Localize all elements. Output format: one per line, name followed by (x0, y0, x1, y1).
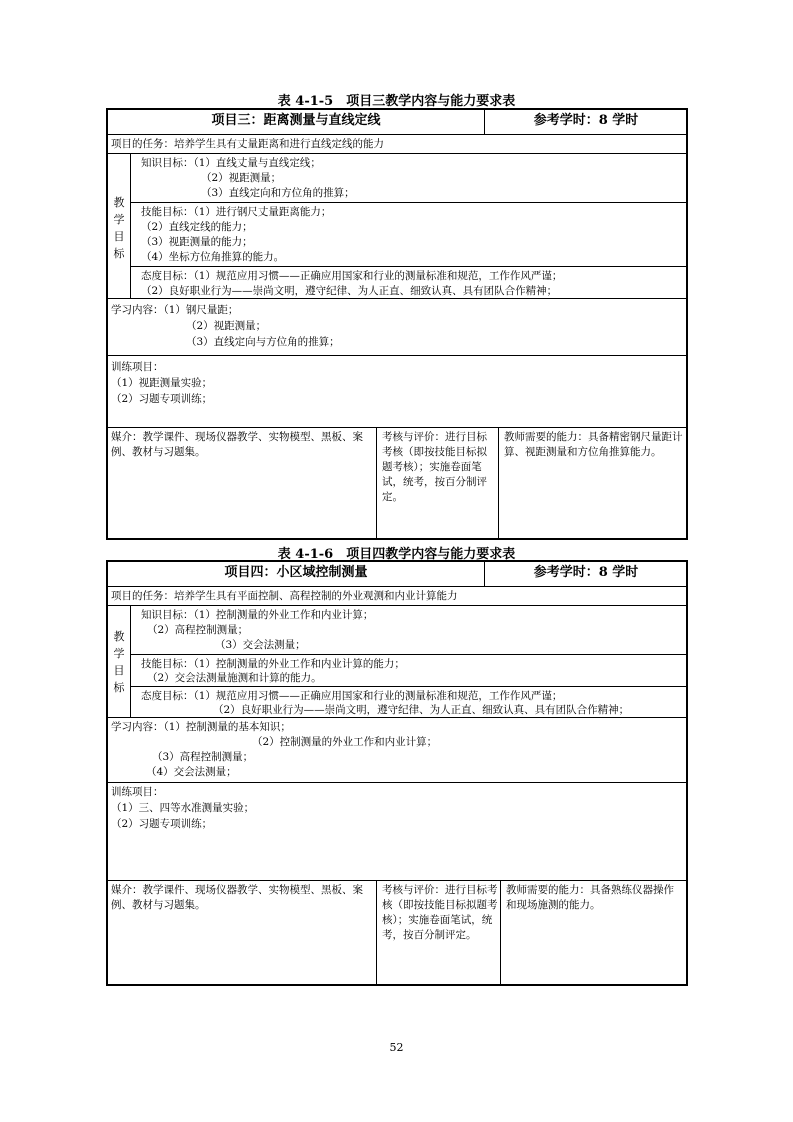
table2-content-1: 学习内容：（1）控制测量的基本知识； (111, 721, 291, 733)
table2-attitude-2: （2）良好职业行为——崇尚文明，遵守纪律、为人正直、细致认真、具有团队合作精神； (213, 704, 630, 716)
table1-media: 媒介：教学课件、现场仪器教学、实物模型、黑板、案例、教材与习题集。 (111, 431, 363, 458)
table1-resources-row (108, 427, 686, 538)
table2-caption: 表 4-1-6 项目四教学内容与能力要求表 (277, 547, 516, 562)
table2-resources-row (108, 880, 686, 984)
table1-skill-4: （4）坐标方位角推算的能力。 (141, 251, 285, 263)
table1-header-row (108, 110, 686, 134)
table1-skill-block (131, 202, 686, 266)
table1-goals-row (108, 153, 686, 298)
table2-content-row (108, 717, 686, 782)
table1-goal-label: 教 学 目 标 (113, 196, 125, 260)
table2-skill-block (131, 654, 686, 686)
table1-training-title: 训练项目： (111, 361, 164, 373)
table1-content-row (108, 298, 686, 355)
table2-attitude-1: 态度目标：（1）规范应用习惯——正确应用国家和行业的测量标准和规范，工作作风严谨； (141, 690, 563, 702)
table2-goals-row (108, 605, 686, 717)
table2-assessment: 考核与评价：进行目标考核（即按技能目标拟题考核）；实施卷面笔试，统考，按百分制评定。 (382, 884, 498, 941)
table2-goal-label: 教 学 目 标 (113, 630, 125, 694)
table2-skill-2: （2）交会法测量施测和计算的能力。 (147, 672, 322, 684)
table2-media: 媒介：教学课件、现场仪器教学、实物模型、黑板、案例、教材与习题集。 (111, 884, 363, 911)
table2 (106, 560, 688, 986)
table1-task-row (108, 134, 686, 153)
table2-project-title: 项目四：小区域控制测量 (224, 565, 368, 580)
table2-knowledge-3: （3）交会法测量； (215, 639, 306, 651)
table1-knowledge-1: 知识目标：（1）直线丈量与直线定线； (141, 157, 321, 169)
table2-header-row (108, 562, 686, 586)
table2-content-3: （3）高程控制测量； (152, 751, 254, 763)
table1 (106, 108, 688, 540)
table1-teacher-ability: 教师需要的能力：具备精密钢尺量距计算、视距测量和方位角推算能力。 (504, 431, 683, 458)
table1-training-2: （2）习题专项训练； (111, 393, 213, 405)
table1-content-1: 学习内容：（1）钢尺量距； (111, 304, 239, 316)
table2-content-2: （2）控制测量的外业工作和内业计算； (252, 736, 438, 748)
table1-knowledge-block (131, 154, 686, 202)
table2-teacher-ability: 教师需要的能力：具备熟练仪器操作和现场施测的能力。 (506, 884, 674, 911)
table1-task: 项目的任务：培养学生具有丈量距离和进行直线定线的能力 (111, 138, 384, 150)
table2-attitude-block (131, 686, 686, 718)
table1-attitude-2: （2）良好职业行为——崇尚文明，遵守纪律、为人正直、细致认真、具有团队合作精神； (141, 285, 558, 297)
table1-assessment: 考核与评价：进行目标考核（即按技能目标拟题考核）；实施卷面笔试，统考，按百分制评定。 (382, 431, 487, 503)
table1-knowledge-3: （3）直线定向和方位角的推算； (201, 187, 355, 199)
table1-hours: 参考学时：8 学时 (533, 113, 639, 128)
table1-attitude-1: 态度目标：（1）规范应用习惯——正确应用国家和行业的测量标准和规范，工作作风严谨； (141, 270, 563, 282)
table2-knowledge-2: （2）高程控制测量； (147, 624, 249, 636)
table2-skill-1: 技能目标：（1）控制测量的外业工作和内业计算的能力； (141, 658, 405, 670)
table2-task: 项目的任务：培养学生具有平面控制、高程控制的外业观测和内业计算能力 (111, 590, 458, 602)
table1-training-1: （1）视距测量实验； (111, 377, 213, 389)
table2-content-4: （4）交会法测量； (146, 766, 237, 778)
table1-content-3: （3）直线定向与方位角的推算； (186, 336, 340, 348)
table2-knowledge-block (131, 606, 686, 654)
table2-task-row (108, 586, 686, 605)
table1-skill-1: 技能目标：（1）进行钢尺丈量距离能力； (141, 206, 332, 218)
table1-attitude-block (131, 266, 686, 299)
table1-project-title: 项目三：距离测量与直线定线 (211, 113, 381, 128)
table2-training-row (108, 782, 686, 880)
table2-training-1: （1）三、四等水准测量实验； (111, 802, 255, 814)
table1-knowledge-2: （2）视距测量； (201, 172, 282, 184)
table1-training-row (108, 355, 686, 427)
table2-knowledge-1: 知识目标：（1）控制测量的外业工作和内业计算； (141, 609, 374, 621)
table2-training-2: （2）习题专项训练； (111, 818, 213, 830)
page-number: 52 (389, 1041, 404, 1054)
table1-caption: 表 4-1-5 项目三教学内容与能力要求表 (277, 94, 516, 109)
table1-content-2: （2）视距测量； (186, 320, 267, 332)
table1-skill-3: （3）视距测量的能力； (141, 236, 253, 248)
table2-training-title: 训练项目： (111, 786, 164, 798)
table1-skill-2: （2）直线定线的能力； (141, 221, 253, 233)
table2-hours: 参考学时：8 学时 (533, 565, 639, 580)
